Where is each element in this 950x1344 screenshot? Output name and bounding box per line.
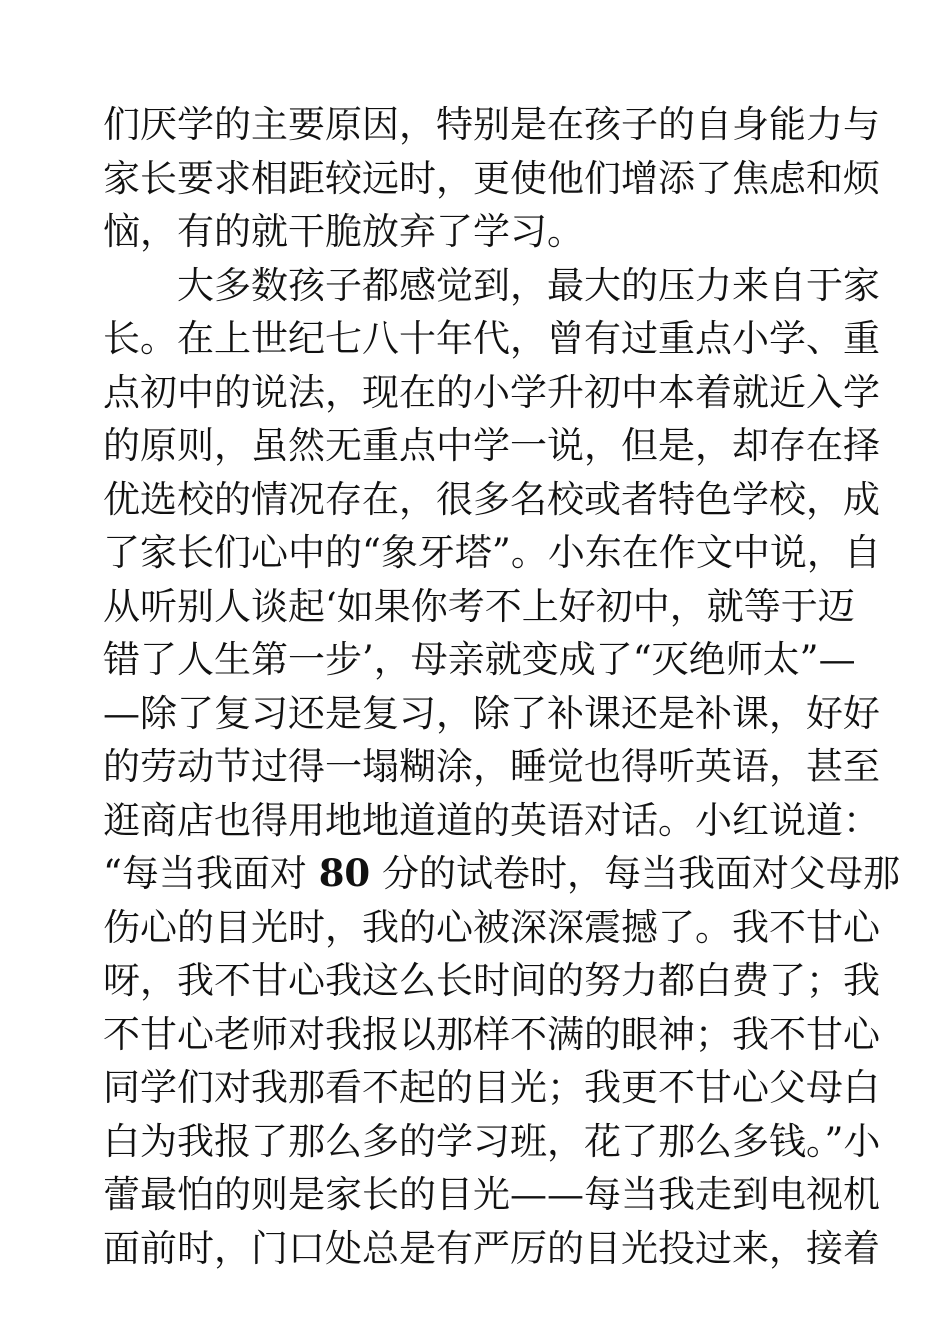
text-line: 恼，有的就干脆放弃了学习。 (103, 210, 584, 253)
text-line-with-score (103, 847, 900, 901)
text-line: 们厌学的主要原因，特别是在孩子的自身能力与 (103, 103, 880, 146)
quote-continue-segment: 分的试卷时，每当我面对父母那 (381, 852, 900, 895)
text-line: 不甘心老师对我报以那样不满的眼神；我不甘心 (103, 1012, 880, 1056)
text-line: 逛商店也得用地地道道的英语对话。小红说道： (103, 798, 880, 842)
quote-start-segment: “每当我面对 (103, 852, 307, 895)
text-line: 家长要求相距较远时，更使他们增添了焦虑和烦 (103, 156, 880, 200)
text-line: 优选校的情况存在，很多名校或者特色学校，成 (103, 477, 880, 521)
text-line: 蕾最怕的则是家长的目光——每当我走到电视机 (103, 1173, 880, 1216)
text-line: 同学们对我那看不起的目光；我更不甘心父母白 (103, 1066, 880, 1109)
text-line: 的劳动节过得一塌糊涂，睡觉也得听英语，甚至 (103, 745, 880, 788)
text-line: 从听别人谈起‘如果你考不上好初中，就等于迈 (103, 584, 855, 628)
text-line: 白为我报了那么多的学习班，花了那么多钱。”小 (103, 1119, 881, 1163)
text-line: 了家长们心中的“象牙塔”。小东在作文中说，自 (103, 531, 881, 574)
body-text (103, 98, 900, 1275)
paragraph-first-line: 大多数孩子都感觉到，最大的压力来自于家 (177, 263, 880, 307)
score-number: 80 (318, 851, 371, 895)
text-line: 呀，我不甘心我这么长时间的努力都白费了；我 (103, 959, 880, 1002)
text-line: 长。在上世纪七八十年代，曾有过重点小学、重 (103, 317, 880, 360)
text-line: 错了人生第一步’，母亲就变成了“灭绝师太”— (103, 638, 856, 681)
text-line: 伤心的目光时，我的心被深深震撼了。我不甘心 (103, 905, 880, 949)
text-line: 面前时，门口处总是有严厉的目光投过来，接着 (103, 1226, 880, 1270)
text-line: —除了复习还是复习，除了补课还是补课，好好 (103, 691, 880, 735)
text-line: 点初中的说法，现在的小学升初中本着就近入学 (103, 370, 880, 414)
text-line: 的原则，虽然无重点中学一说，但是，却存在择 (103, 424, 880, 467)
